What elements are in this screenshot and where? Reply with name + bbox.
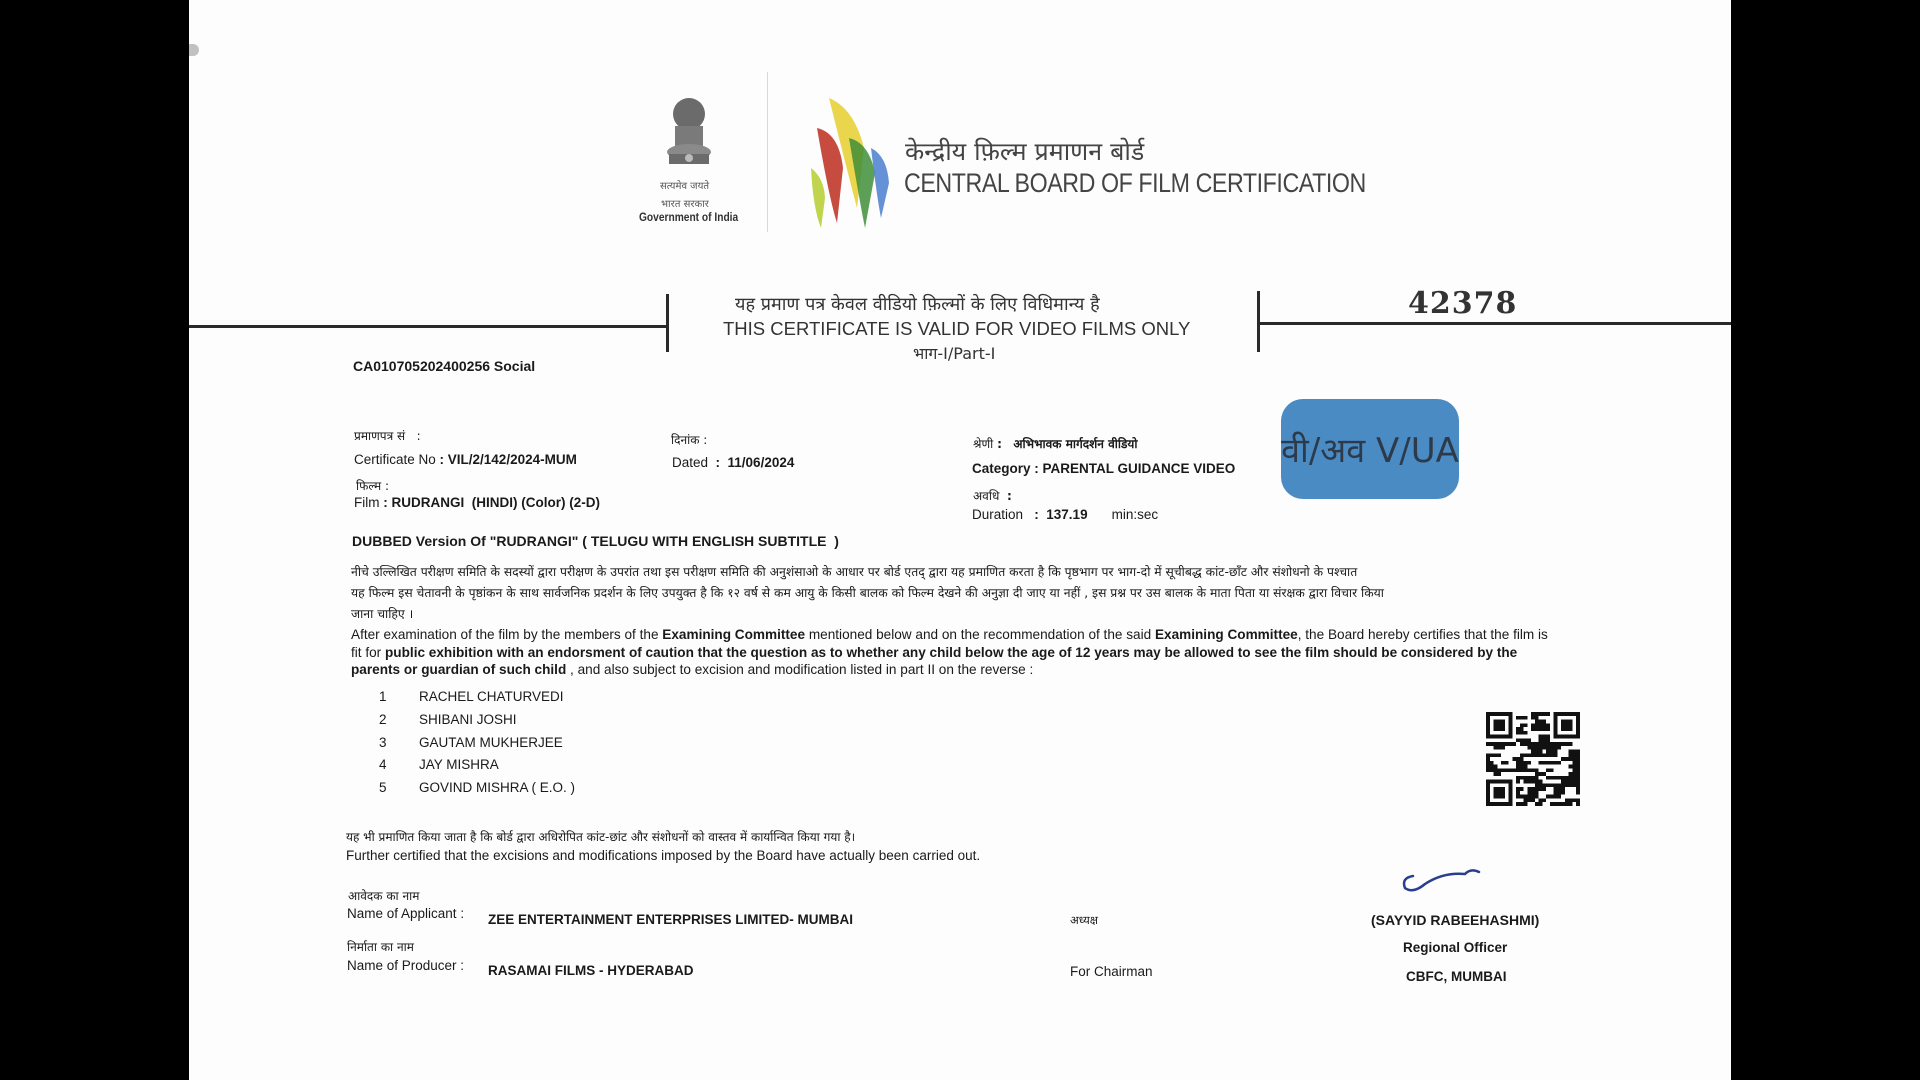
committee-member: 4 JAY MISHRA bbox=[379, 757, 499, 773]
cert-no-value: VIL/2/142/2024-MUM bbox=[447, 452, 577, 467]
committee-list bbox=[379, 686, 575, 800]
gov-hindi: भारत सरकार bbox=[661, 199, 709, 210]
category-hindi-row: श्रेणी : अभिभावक मार्गदर्शन वीडियो bbox=[973, 437, 1138, 451]
category-row: Category : PARENTAL GUIDANCE VIDEO bbox=[972, 461, 1236, 476]
applicant-label: Name of Applicant : bbox=[347, 906, 465, 921]
producer-label-hindi: निर्माता का नाम bbox=[347, 940, 414, 954]
gov-english: Government of India bbox=[639, 210, 739, 224]
committee-member: 5 GOVIND MISHRA ( E.O. ) bbox=[379, 780, 576, 796]
applicant-value: ZEE ENTERTAINMENT ENTERPRISES LIMITED- MUMBAI bbox=[488, 912, 854, 927]
film-value: RUDRANGI (HINDI) (Color) (2-D) bbox=[391, 495, 600, 510]
category-value: PARENTAL GUIDANCE VIDEO bbox=[1042, 461, 1236, 476]
certificate-page bbox=[189, 0, 1731, 1080]
duration-unit: min:sec bbox=[1111, 507, 1159, 522]
cert-no-row: Certificate No : VIL/2/142/2024-MUM bbox=[354, 452, 577, 467]
header-rule-left bbox=[189, 325, 667, 328]
signature-icon bbox=[1399, 864, 1489, 896]
board-name-hindi: केन्द्रीय फ़िल्म प्रमाणन बोर्ड bbox=[905, 137, 1145, 166]
duration-row: Duration : 137.19 min:sec bbox=[972, 507, 1159, 522]
further-hindi: यह भी प्रमाणित किया जाता है कि बोर्ड द्वारा अधिरोपित कांट-छांट और संशोधनों को वास्तव में कार्यान्वित किया गया है। bbox=[346, 830, 856, 844]
english-paragraph: After examination of the film by the members of the Examining Committee mentioned below and on the recommendation of the said Examining Committee, the Board hereby certifies that the film is fit for public exhibition with an endorsment of caution that the question as to whether any child below the age of 12 years may be allowed to see the film should be considered by the parents or guardian of such child , and also subject to excision and modification listed in part II on the reverse : bbox=[351, 627, 1548, 677]
chairman-hindi: अध्यक्ष bbox=[1070, 913, 1099, 927]
producer-value: RASAMAI FILMS - HYDERABAD bbox=[488, 963, 694, 978]
producer-label: Name of Producer : bbox=[347, 958, 465, 973]
cert-no-label-hindi: प्रमाणपत्र सं : bbox=[354, 429, 421, 443]
cert-no-label: Certificate No bbox=[354, 452, 436, 467]
film-label-hindi: फिल्म : bbox=[356, 479, 390, 493]
hindi-paragraph-line: जाना चाहिए । bbox=[351, 607, 414, 621]
committee-member: 1 RACHEL CHATURVEDI bbox=[379, 689, 564, 704]
date-label: Dated bbox=[672, 455, 709, 470]
rating-badge bbox=[1281, 399, 1459, 499]
hindi-paragraph-line: यह फिल्म इस चेतावनी के पृष्ठांकन के साथ सार्वजनिक प्रदर्शन के लिए उपयुक्त है कि १२ वर्ष से कम आयु के किसी बालक को फिल्म देखने की अनुज्ञा दी जाए या नहीं , इस प्रश्न पर उस बालक के माता पिता या संरक्षक द्वारा विचार किया bbox=[351, 586, 1384, 600]
committee-member: 2 SHIBANI JOSHI bbox=[379, 711, 517, 727]
category-label: Category bbox=[972, 461, 1031, 476]
hindi-paragraph bbox=[351, 562, 1384, 625]
validity-hindi: यह प्रमाण पत्र केवल वीडियो फ़िल्मों के लिए विधिमान्य है bbox=[735, 294, 1100, 315]
qr-code bbox=[1486, 712, 1580, 806]
duration-label-hindi: अवधि : bbox=[973, 489, 1012, 503]
national-emblem-icon bbox=[659, 92, 719, 182]
duration-value: 137.19 bbox=[1046, 507, 1088, 522]
cbfc-logo-icon bbox=[809, 88, 909, 228]
header-divider bbox=[767, 72, 768, 232]
duration-label: Duration bbox=[972, 507, 1024, 522]
signatory-name: (SAYYID RABEEHASHMI) bbox=[1371, 912, 1540, 928]
chairman-english: For Chairman bbox=[1070, 964, 1153, 979]
rating-badge-text: वी/अव V/UA bbox=[1281, 431, 1459, 471]
signatory-title: Regional Officer bbox=[1403, 940, 1508, 955]
board-name-english: CENTRAL BOARD OF FILM CERTIFICATION bbox=[904, 168, 1366, 198]
date-label-hindi: दिनांक : bbox=[671, 433, 708, 447]
applicant-label-hindi: आवेदक का नाम bbox=[348, 889, 420, 903]
serial-number: 42378 bbox=[1408, 286, 1518, 321]
further-english: Further certified that the excisions and modifications imposed by the Board have actually been carried out. bbox=[346, 848, 981, 863]
header-rule-right bbox=[1257, 322, 1731, 325]
header-tick-left bbox=[666, 294, 669, 352]
dubbed-line: DUBBED Version Of "RUDRANGI" ( TELUGU WITH ENGLISH SUBTITLE ) bbox=[352, 533, 839, 549]
signatory-office: CBFC, MUMBAI bbox=[1406, 969, 1507, 984]
film-label: Film bbox=[354, 495, 380, 510]
date-row: Dated : 11/06/2024 bbox=[672, 455, 795, 470]
part-label: भाग-I/Part-I bbox=[913, 344, 996, 363]
reference-number: CA010705202400256 Social bbox=[353, 358, 536, 374]
committee-member: 3 GAUTAM MUKHERJEE bbox=[379, 734, 563, 750]
film-row: Film : RUDRANGI (HINDI) (Color) (2-D) bbox=[354, 495, 600, 510]
emblem-motto: सत्यमेव जयते bbox=[660, 181, 710, 192]
hindi-paragraph-line: नीचे उल्लिखित परीक्षण समिति के सदस्यों द्वारा परीक्षण के उपरांत तथा इस परीक्षण समिति की अनुशंसाओ के आधार पर बोर्ड एतद् द्वारा यह प्रमाणित करता है कि पृष्ठभाग पर भाग-दो में सूचीबद्ध कांट-छाँट और संशोधनो के पश्चात bbox=[351, 565, 1358, 579]
validity-english: THIS CERTIFICATE IS VALID FOR VIDEO FILMS ONLY bbox=[723, 318, 1191, 339]
date-value: 11/06/2024 bbox=[727, 455, 795, 470]
